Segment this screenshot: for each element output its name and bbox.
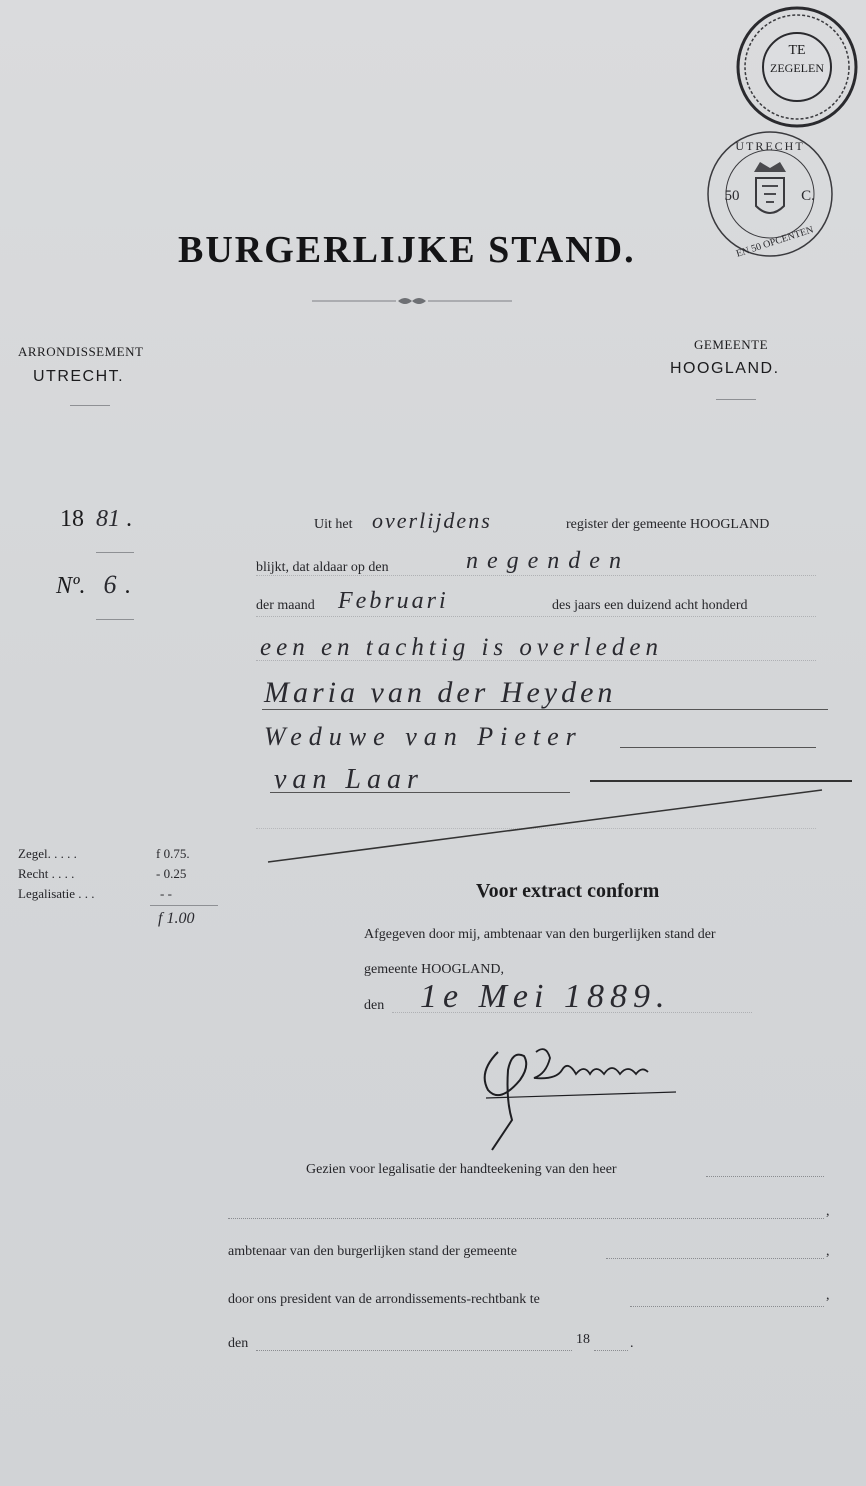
stamp2-top-text: UTRECHT — [735, 139, 805, 153]
recht-value: - 0.25 — [156, 866, 187, 881]
stamp2-bottom-text: EN 50 OPCENTEN — [734, 224, 815, 260]
extract-den-label: den — [364, 998, 385, 1013]
line2-printed: blijkt, dat aldaar op den — [256, 560, 389, 575]
zegel-label: Zegel. . . . . — [18, 846, 77, 861]
legalisation-line3: door ons president van de arrondissements-rechtbank te — [228, 1292, 540, 1307]
line3-printed-b: des jaars een duizend acht honderd — [552, 598, 748, 613]
crown-icon — [754, 162, 786, 172]
line2-handwritten: negenden — [466, 548, 630, 574]
closing-stroke — [266, 786, 826, 866]
arrondissement-value: UTRECHT. — [33, 368, 125, 385]
stamp1-text-a: TE — [788, 43, 806, 58]
record-year: 18 81 . — [60, 506, 132, 532]
number-handwritten: 6 — [103, 570, 117, 599]
year-handwritten: 81 — [96, 506, 120, 532]
legalisatie-value: - - — [160, 886, 172, 901]
extract-heading: Voor extract conform — [476, 880, 660, 902]
line5-handwritten: Maria van der Heyden — [264, 676, 617, 709]
line1-printed-b: register der gemeente HOOGLAND — [566, 517, 770, 532]
line7-handwritten: van Laar — [274, 764, 424, 795]
line4-handwritten: een en tachtig is overleden — [260, 634, 663, 661]
stamp2-left-text: 50 — [724, 188, 740, 204]
stamp2-right-text: C. — [801, 188, 815, 204]
stamp1-text-b: ZEGELEN — [770, 61, 824, 75]
shield-icon — [756, 178, 784, 213]
extract-line2: gemeente HOOGLAND, — [364, 962, 504, 977]
extract-date-handwritten: 1e Mei 1889. — [420, 978, 671, 1015]
legalisation-year: 18 — [576, 1332, 590, 1347]
arrondissement-label: ARRONDISSEMENT — [18, 344, 144, 359]
line3-handwritten: Februari — [338, 588, 449, 614]
extract-line1: Afgegeven door mij, ambtenaar van den burgerlijken stand der — [364, 927, 716, 942]
ornament-divider — [312, 294, 512, 308]
record-number: Nº. 6 . — [56, 570, 131, 599]
official-signature — [476, 1030, 686, 1156]
line1-handwritten: overlijdens — [372, 508, 492, 533]
utrecht-tax-stamp — [704, 128, 836, 260]
gemeente-label: GEMEENTE — [694, 337, 769, 352]
line3-printed-a: der maand — [256, 598, 315, 613]
year-prefix: 18 — [60, 506, 84, 532]
recht-label: Recht . . . . — [18, 866, 75, 881]
fees-total-handwritten: f 1.00 — [158, 910, 195, 927]
te-zegelen-stamp — [734, 4, 860, 130]
line6-handwritten: Weduwe van Pieter — [264, 722, 583, 751]
gemeente-value: HOOGLAND. — [670, 360, 780, 377]
legalisation-line2: ambtenaar van den burgerlijken stand der gemeente — [228, 1244, 517, 1259]
signature-graphic — [476, 1030, 686, 1156]
legalisatie-label: Legalisatie . . . — [18, 886, 95, 901]
number-label: Nº. — [56, 573, 86, 599]
line1-printed-a: Uit het — [314, 517, 353, 532]
zegel-value: f 0.75. — [156, 846, 190, 861]
legalisation-den-label: den — [228, 1336, 249, 1351]
legalisation-line1: Gezien voor legalisatie der handteekening van den heer — [306, 1162, 617, 1177]
document-title: BURGERLIJKE STAND. — [178, 229, 636, 271]
